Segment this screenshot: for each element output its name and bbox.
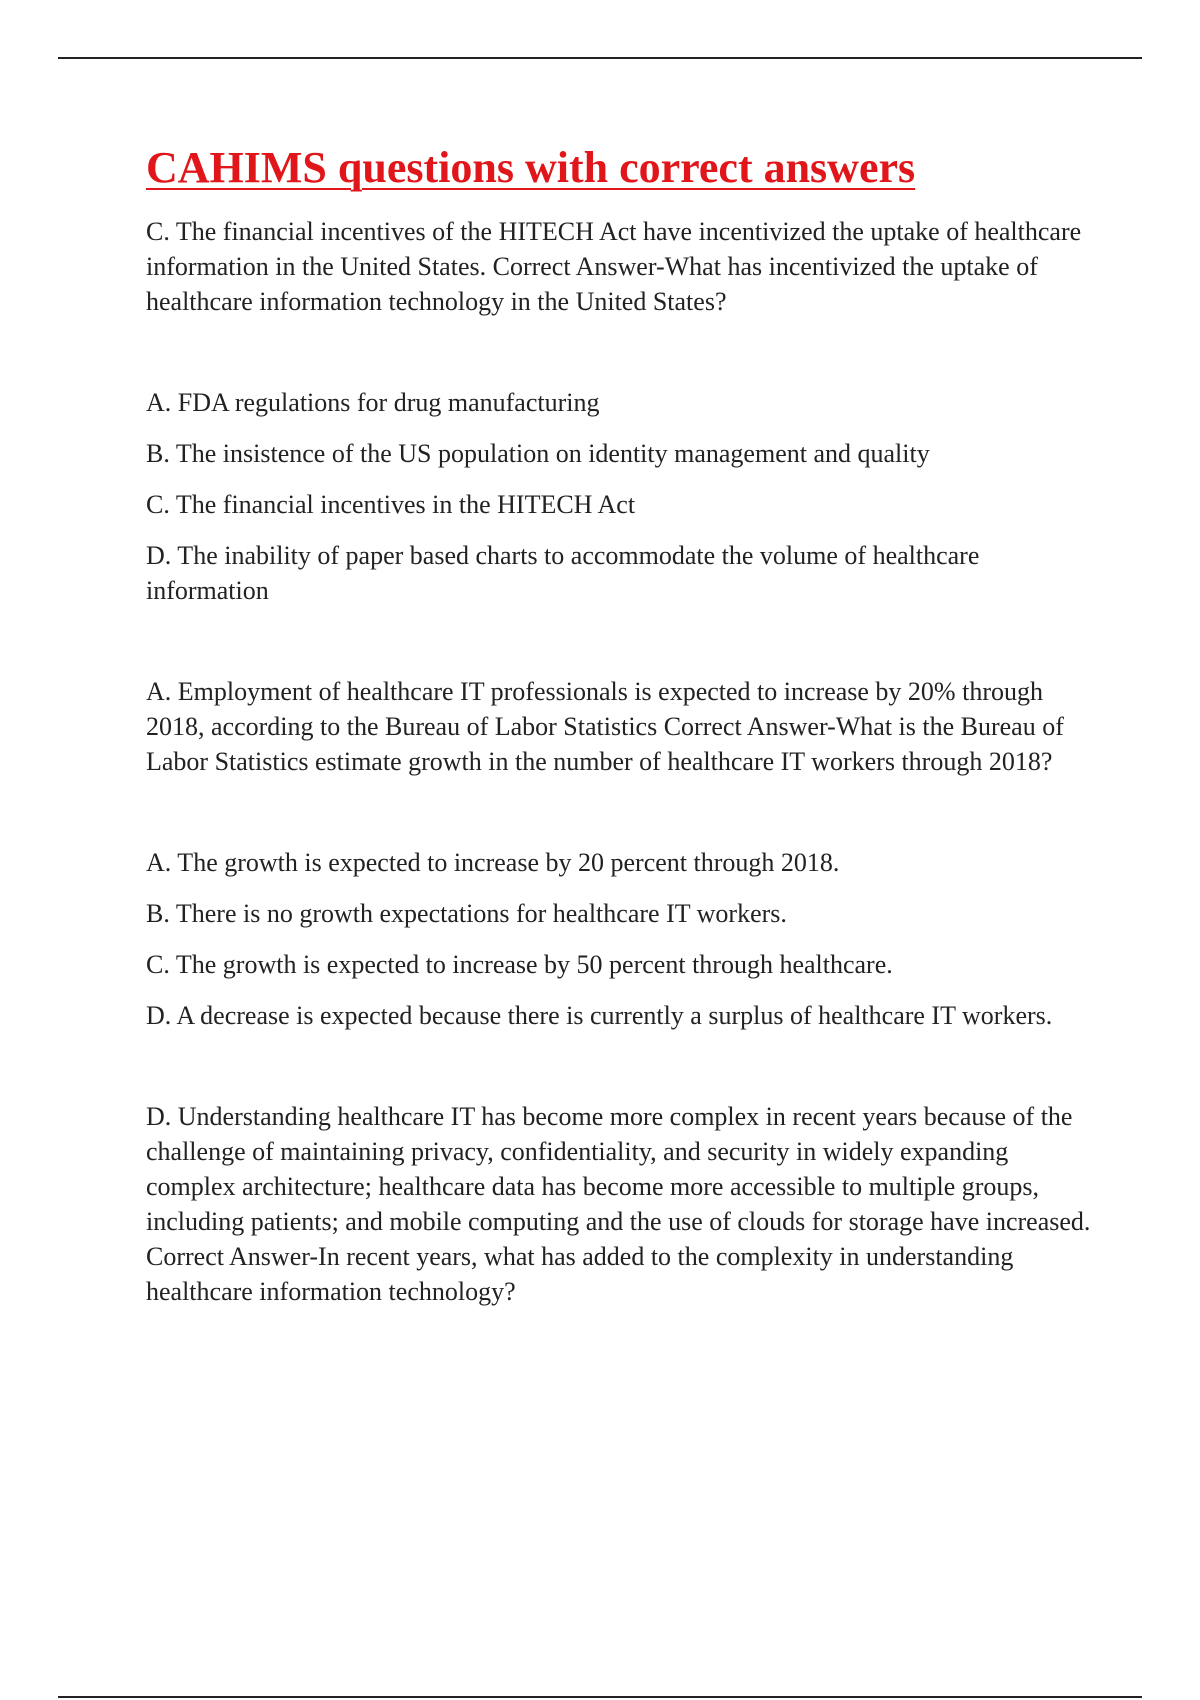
question-2-option-c: C. The growth is expected to increase by 50 percent through healthcare.: [146, 950, 893, 979]
question-2-option-b: B. There is no growth expectations for healthcare IT workers.: [146, 899, 787, 928]
question-2: [146, 674, 1096, 1033]
header-rule: [58, 57, 1142, 59]
question-2-option-a: A. The growth is expected to increase by 20 percent through 2018.: [146, 848, 840, 877]
document-title: CAHIMS questions with correct answers: [146, 143, 916, 192]
question-1: [146, 214, 1096, 608]
question-1-option-d: D. The inability of paper based charts to accommodate the volume of healthcare information: [146, 541, 980, 605]
footer-rule: [58, 1696, 1142, 1698]
question-1-option-a: A. FDA regulations for drug manufacturing: [146, 388, 600, 417]
question-1-option-c: C. The financial incentives in the HITECH Act: [146, 490, 636, 519]
question-2-option-d: D. A decrease is expected because there is currently a surplus of healthcare IT workers.: [146, 1001, 1053, 1030]
question-1-stem: C. The financial incentives of the HITECH Act have incentivized the uptake of healthcare information in the United States. Correct Answer-What has incentivized the uptake of healthcare information technology in the United States?: [146, 217, 1082, 316]
question-2-stem: A. Employment of healthcare IT professionals is expected to increase by 20% through 2018, according to the Bureau of Labor Statistics Correct Answer-What is the Bureau of Labor Statistics estimate growth in the number of healthcare IT workers through 2018?: [146, 677, 1064, 776]
document-body: [146, 140, 1096, 1309]
question-3: [146, 1099, 1096, 1309]
question-3-stem: D. Understanding healthcare IT has become more complex in recent years because of the challenge of maintaining privacy, confidentiality, and security in widely expanding complex architecture; healthcare data has become more accessible to multiple groups, including patients; and mobile computing and the use of clouds for storage have increased. Correct Answer-In recent years, what has added to the complexity in understanding healthcare information technology?: [146, 1102, 1091, 1306]
question-1-option-b: B. The insistence of the US population on identity management and quality: [146, 439, 930, 468]
